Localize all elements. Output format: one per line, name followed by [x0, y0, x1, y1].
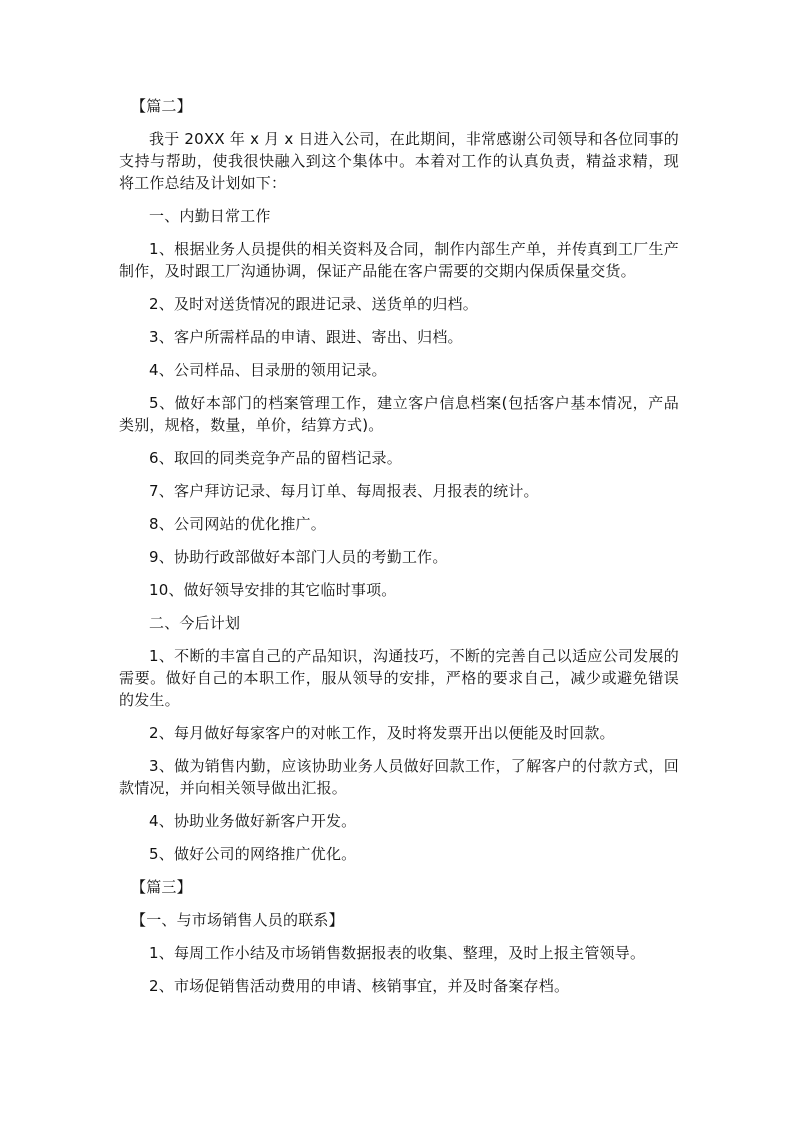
part2-item-4: 4、协助业务做好新客户开发。 [149, 812, 357, 830]
part1-item-5: 5、做好本部门的档案管理工作，建立客户信息档案(包括客户基本情况，产品类别，规格，数量，单价，结算方式)。 [119, 394, 679, 434]
part1-item-7: 7、客户拜访记录、每月订单、每周报表、月报表的统计。 [149, 482, 539, 500]
part2-item-2: 2、每月做好每家客户的对帐工作，及时将发票开出以便能及时回款。 [149, 724, 615, 742]
section3-item-1: 1、每周工作小结及市场销售数据报表的收集、整理，及时上报主管领导。 [149, 944, 646, 962]
part1-item-2: 2、及时对送货情况的跟进记录、送货单的归档。 [149, 295, 478, 313]
part1-item-10: 10、做好领导安排的其它临时事项。 [149, 581, 397, 599]
section2-title: 【篇二】 [131, 97, 192, 115]
section3-subtitle: 【一、与市场销售人员的联系】 [131, 911, 344, 929]
part1-item-3: 3、客户所需样品的申请、跟进、寄出、归档。 [149, 328, 463, 346]
part2-item-1: 1、不断的丰富自己的产品知识，沟通技巧，不断的完善自己以适应公司发展的需要。做好自己的本职工作，服从领导的安排，严格的要求自己，减少或避免错误的发生。 [119, 647, 679, 709]
document-page [119, 95, 679, 1008]
section3-title: 【篇三】 [131, 878, 192, 896]
part1-item-9: 9、协助行政部做好本部门人员的考勤工作。 [149, 548, 448, 566]
part1-item-1: 1、根据业务人员提供的相关资料及合同，制作内部生产单，并传真到工厂生产制作，及时跟工厂沟通协调，保证产品能在客户需要的交期内保质保量交货。 [119, 240, 679, 280]
part2-title: 二、今后计划 [149, 614, 241, 632]
part1-title: 一、内勤日常工作 [149, 207, 271, 225]
part1-item-8: 8、公司网站的优化推广。 [149, 515, 326, 533]
part1-item-6: 6、取回的同类竞争产品的留档记录。 [149, 449, 402, 467]
part2-item-5: 5、做好公司的网络推广优化。 [149, 845, 357, 863]
part2-item-3: 3、做为销售内勤，应该协助业务人员做好回款工作，了解客户的付款方式，回款情况，并向相关领导做出汇报。 [119, 757, 679, 797]
section3-item-2: 2、市场促销售活动费用的申请、核销事宜，并及时备案存档。 [149, 977, 570, 995]
part1-item-4: 4、公司样品、目录册的领用记录。 [149, 361, 387, 379]
intro-paragraph: 我于 20XX 年 x 月 x 日进入公司，在此期间，非常感谢公司领导和各位同事的支持与帮助，使我很快融入到这个集体中。本着对工作的认真负责，精益求精，现将工作总结及计划如下： [119, 130, 679, 192]
